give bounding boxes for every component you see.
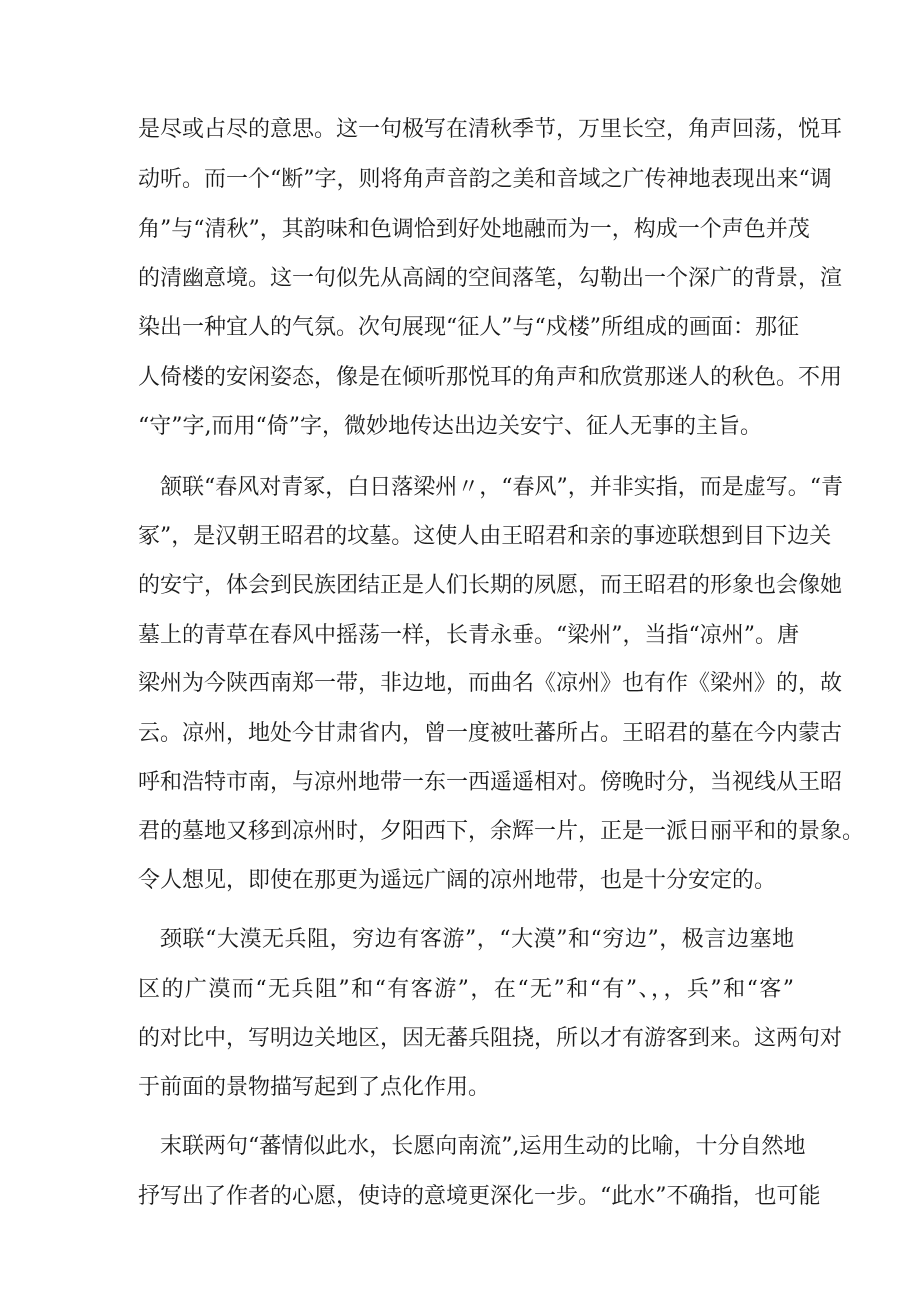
text-line-7: “守”字,而用“倚”字，微妙地传达出边关安宁、征人无事的主旨。 (138, 414, 762, 439)
text-line-20: 于前面的景物描写起到了点化作用。 (138, 1075, 491, 1100)
text-line-13: 云。凉州，地处今甘肃省内，曾一度被吐蕃所占。王昭君的墓在今内蒙古 (138, 721, 843, 746)
text-line-4: 的清幽意境。这一句似先从高阔的空间落笔，勾勒出一个深广的背景，渲 (138, 266, 843, 291)
text-line-11: 墓上的青草在春风中摇荡一样，长青永垂。“梁州”，当指“凉州”。唐 (138, 623, 799, 648)
text-line-22: 抒写出了作者的心愿，使诗的意境更深化一步。“此水”不确指，也可能 (138, 1184, 821, 1209)
text-line-5: 染出一种宜人的气氛。次句展现“征人”与“戍楼”所组成的画面：那征 (138, 315, 799, 340)
text-line-19: 的对比中，写明边关地区，因无蕃兵阻挠，所以才有游客到来。这两句对 (138, 1026, 843, 1051)
text-line-17: 颈联“大漠无兵阻，穷边有客游”，“大漠”和“穷边”，极言边塞地 (160, 927, 794, 952)
text-line-16: 令人想见，即使在那更为遥远广阔的凉州地带，也是十分安定的。 (138, 868, 777, 893)
text-line-1: 是尽或占尽的意思。这一句极写在清秋季节，万里长空，角声回荡，悦耳 (138, 117, 843, 142)
text-line-12: 梁州为今陕西南郑一带，非边地，而曲名《凉州》也有作《梁州》的，故 (138, 671, 843, 696)
text-line-3: 角”与“清秋”，其韵味和色调恰到好处地融而为一，构成一个声色并茂 (138, 217, 810, 242)
text-line-21: 末联两句“蕃情似此水，长愿向南流”,运用生动的比喻，十分自然地 (160, 1134, 806, 1159)
text-line-9: 冢”，是汉朝王昭君的坟墓。这使人由王昭君和亲的事迹联想到目下边关 (138, 524, 832, 549)
text-line-14: 呼和浩特市南，与凉州地带一东一西遥遥相对。傍晚时分，当视线从王昭 (138, 770, 843, 795)
text-line-18: 区的广漠而“无兵阻”和“有客游”，在“无”和“有”、，，兵”和“客” (138, 977, 794, 1002)
text-line-10: 的安宁，体会到民族团结正是人们长期的夙愿，而王昭君的形象也会像她 (138, 573, 843, 598)
text-line-6: 人倚楼的安闲姿态，像是在倾听那悦耳的角声和欣赏那迷人的秋色。不用 (138, 365, 843, 390)
text-line-8: 颔联“春风对青冢，白日落梁州〃，“春风”，并非实指，而是虚写。“青 (160, 475, 843, 500)
text-line-2: 动听。而一个“断”字，则将角声音韵之美和音域之广传神地表现出来“调 (138, 167, 832, 192)
text-line-15: 君的墓地又移到凉州时，夕阳西下，余辉一片，正是一派日丽平和的景象。 (138, 819, 865, 844)
